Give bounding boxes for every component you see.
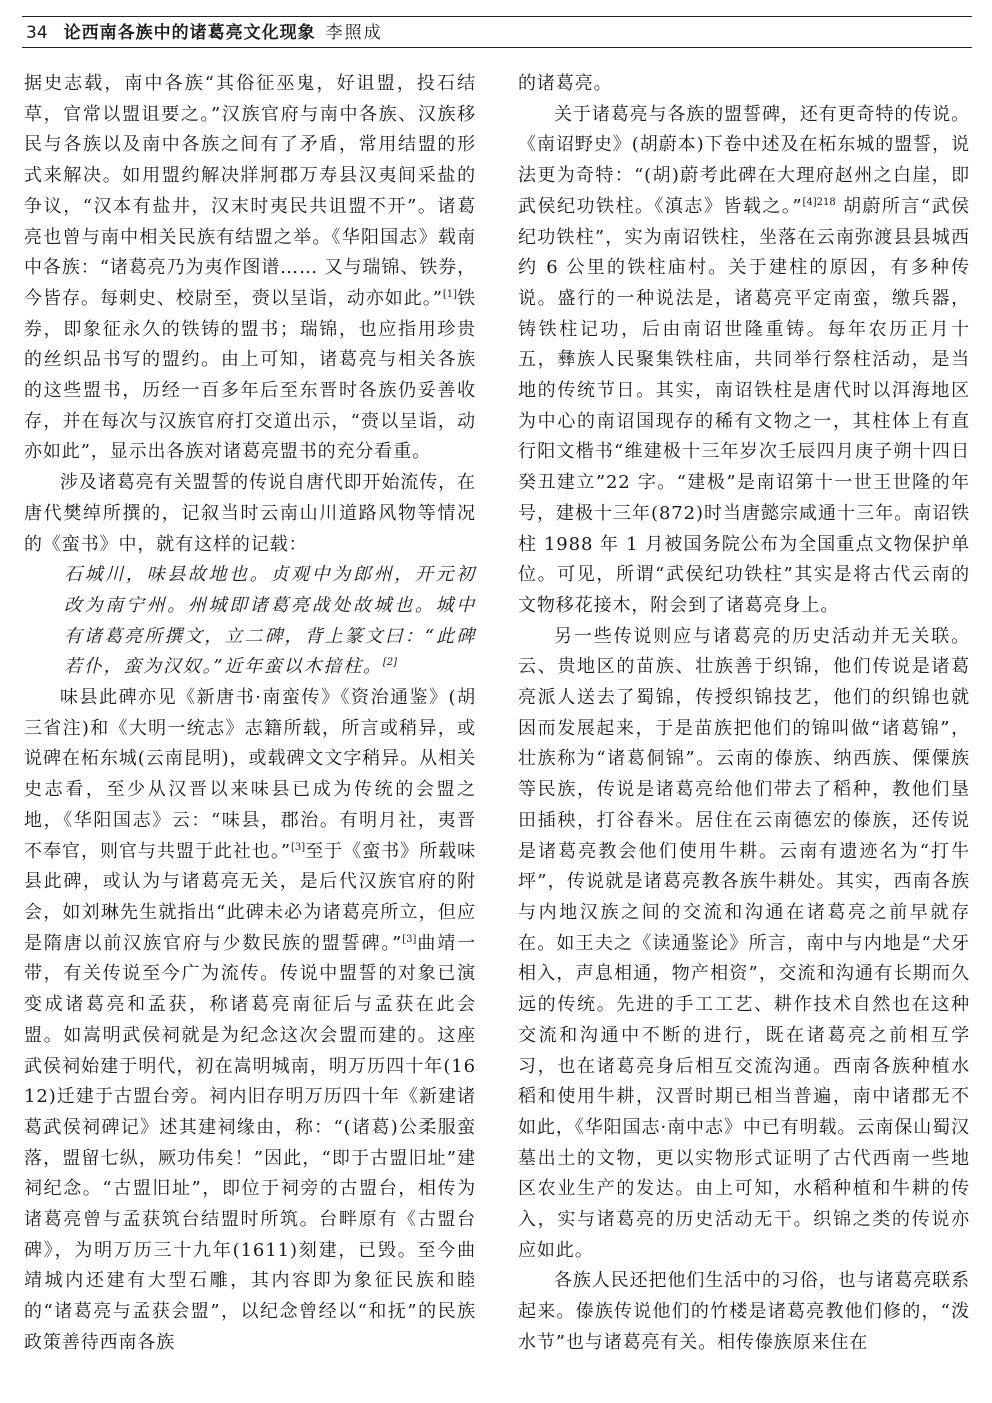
block-quote	[64, 560, 476, 683]
text-run: 石城川，味县故地也。贞观中为郎州，开元初改为南宁州。州城即诸葛亮战处故城也。城中有诸葛亮所撰文，立二碑，背上篆文曰：“此碑若仆，蛮为汉奴。”近年蛮以木揞柱。	[64, 564, 476, 678]
text-run: 味县此碑亦见《新唐书·南蛮传》《资治通鉴》(胡三省注)和《大明一统志》志籍所载，所言或稍异，或说碑在柘东城(云南昆明)，或载碑文文字稍异。从相关史志看，至少从汉晋以来味县已成为传统的会盟之地，《华阳国志》云：“味县，郡治。有明月社，夷晋不奉官，则官与共盟于此社也。”	[24, 687, 476, 862]
citation-marker: [3]	[402, 933, 417, 945]
paragraph	[24, 468, 476, 560]
right-text-column	[518, 69, 970, 1359]
header-line	[26, 23, 383, 43]
citation-marker: [1]	[442, 288, 457, 300]
header-top-rule	[22, 16, 972, 17]
text-run: 各族人民还把他们生活中的习俗，也与诸葛亮联系起来。傣族传说他们的竹楼是诸葛亮教他们修的，“泼水节”也与诸葛亮有关。相传傣族原来住在	[518, 1270, 970, 1353]
text-run: 铁券，即象征永久的铁铸的盟书；瑞锦，也应指用珍贵的丝织品书写的盟约。由上可知，诸葛亮与相关各族的这些盟书，历经一百多年后至东晋时各族仍妥善收存，并在每次与汉族官府打交道出示，“赍以呈诣，动亦如此”，显示出各族对诸葛亮盟书的充分看重。	[24, 287, 476, 463]
citation-marker: [3]	[290, 841, 306, 853]
text-run: 另一些传说则应与诸葛亮的历史活动并无关联。云、贵地区的苗族、壮族善于织锦，他们传说是诸葛亮派人送去了蜀锦，传授织锦技艺，他们的织锦也就因而发展起来，于是苗族把他们的锦叫做“诸葛锦”，壮族称为“诸葛侗锦”。云南的傣族、纳西族、傈僳族等民族，传说是诸葛亮给他们带去了稻种，教他们垦田插秧，打谷舂米。居住在云南德宏的傣族，还传说是诸葛亮教会他们使用牛耕。云南有遗迹名为“打牛坪”，传说就是诸葛亮教各族牛耕处。其实，西南各族与内地汉族之间的交流和沟通在诸葛亮之前早就存在。如王夫之《读通鉴论》所言，南中与内地是“犬牙相入，声息相通，物产相资”，交流和沟通有长期而久远的传统。先进的手工工艺、耕作技术自然也在这种交流和沟通中不断的进行，既在诸葛亮之前相互学习，也在诸葛亮身后相互交流沟通。西南各族种植水稻和使用牛耕，汉晋时期已相当普遍，南中诸郡无不如此，《华阳国志·南中志》中已有明载。云南保山蜀汉墓出土的文物，更以实物形式证明了古代西南一些地区农业生产的发达。由上可知，水稻种植和牛耕的传入，实与诸葛亮的历史活动无干。织锦之类的传说亦应如此。	[518, 625, 970, 1261]
text-run: 的诸葛亮。	[518, 73, 613, 94]
paragraph	[518, 100, 970, 622]
text-run: 关于诸葛亮与各族的盟誓碑，还有更奇特的传说。《南诏野史》(胡蔚本)下卷中述及在柘东城的盟誓，说法更为奇特：“(胡)蔚考此碑在大理府赵州之白崖，即武侯纪功铁柱。《滇志》皆载之。”	[518, 103, 970, 217]
text-run: 曲靖一带，有关传说至今广为流传。传说中盟誓的对象已演变成诸葛亮和孟获，称诸葛亮南征后与孟获在此会盟。如嵩明武侯祠就是为纪念这次会盟而建的。这座武侯祠始建于明代，初在嵩明城南，明万历四十年(1612)迁建于古盟台旁。祠内旧存明万历四十年《新建诸葛武侯祠碑记》述其建祠缘由，称：“(诸葛)公柔服蛮落，盟留七纵，厥功伟矣！”因此，“即于古盟旧址”建祠纪念。“古盟旧址”，即位于祠旁的古盟台，相传为诸葛亮曾与孟获筑台结盟时所筑。台畔原有《古盟台碑》，为明万历三十九年(1611)刻建，已毁。至今曲靖城内还建有大型石雕，其内容即为象征民族和睦的“诸葛亮与孟获会盟”，以纪念曾经以“和抚”的民族政策善待西南各族	[24, 932, 477, 1353]
header-bottom-rule	[22, 47, 972, 48]
page-number: 34	[26, 23, 48, 43]
left-text-column	[24, 69, 476, 1359]
text-run: 涉及诸葛亮有关盟誓的传说自唐代即开始流传，在唐代樊绰所撰的，记叙当时云南山川道路风物等情况的《蛮书》中，就有这样的记载：	[24, 472, 476, 555]
text-run: 至于《蛮书》所载味县此碑，或认为与诸葛亮无关，是后代汉族官府的附会，如刘琳先生就指出“此碑未必为诸葛亮所立，但应是隋唐以前汉族官府与少数民族的盟誓碑。”	[24, 840, 476, 954]
running-header	[22, 16, 972, 48]
text-run: 据史志载，南中各族“其俗征巫鬼，好诅盟，投石结草，官常以盟诅要之。”汉族官府与南中各族、汉族移民与各族以及南中各族之间有了矛盾，常用结盟的形式来解决。如用盟约解决牂牁郡万寿县汉夷间采盐的争议，“汉本有盐井，汉末时夷民共诅盟不开”。诸葛亮也曾与南中相关民族有结盟之举。《华阳国志》载南中各族：“诸葛亮乃为夷作图谱…… 又与瑞锦、铁券，今皆存。每刺史、校尉至，赍以呈诣，动亦如此。”	[24, 73, 476, 309]
author-name: 李照成	[325, 23, 383, 43]
paragraph	[24, 69, 476, 468]
article-title: 论西南各族中的诸葛亮文化现象	[63, 23, 316, 43]
citation-marker: [2]	[382, 657, 397, 669]
text-run: 胡蔚所言“武侯纪功铁柱”，实为南诏铁柱，坐落在云南弥渡县县城西约 6 公里的铁柱庙村。关于建柱的原因，有多种传说。盛行的一种说法是，诸葛亮平定南蛮，缴兵器，铸铁柱记功，后由南诏世隆重铸。每年农历正月十五，彝族人民聚集铁柱庙，共同举行祭柱活动，是当地的传统节日。其实，南诏铁柱是唐代时以洱海地区为中心的南诏国现存的稀有文物之一，其柱体上有直行阳文楷书“维建极十三年岁次壬辰四月庚子朔十四日癸丑建立”22 字。“建极”是南诏第十一世王世隆的年号，建极十三年(872)时当唐懿宗咸通十三年。南诏铁柱 1988 年 1 月被国务院公布为全国重点文物保护单位。可见，所谓“武侯纪功铁柱”其实是将古代云南的文物移花接木，附会到了诸葛亮身上。	[518, 195, 970, 616]
paragraph	[24, 683, 476, 1358]
paragraph	[518, 622, 970, 1267]
paragraph	[518, 1266, 970, 1358]
paragraph	[518, 69, 970, 100]
citation-marker: [4]218	[802, 196, 836, 208]
